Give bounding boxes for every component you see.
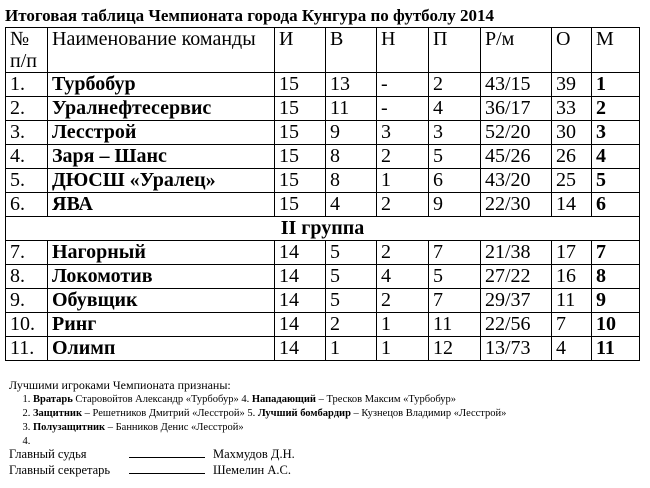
cell-team: Лесстрой (48, 121, 275, 145)
table-row (6, 97, 640, 121)
cell-draws: - (377, 73, 429, 97)
cell-team: Нагорный (48, 241, 275, 265)
cell-number: 3. (6, 121, 48, 145)
cell-losses: 12 (429, 337, 481, 361)
list-item (33, 421, 506, 435)
cell-games: 15 (275, 145, 326, 169)
cell-games: 15 (275, 121, 326, 145)
award-text: – Решетников Дмитрий «Лесстрой» 5. (82, 408, 258, 419)
page-title: Итоговая таблица Чемпионата города Кунгура по футболу 2014 (5, 6, 495, 25)
cell-goal-diff: 43/20 (481, 169, 552, 193)
cell-points: 16 (552, 265, 592, 289)
cell-place: 7 (592, 241, 640, 265)
table-row (6, 193, 640, 217)
cell-goal-diff: 22/30 (481, 193, 552, 217)
cell-number: 6. (6, 193, 48, 217)
cell-team: Заря – Шанс (48, 145, 275, 169)
cell-team: Локомотив (48, 265, 275, 289)
cell-games: 15 (275, 73, 326, 97)
cell-wins: 9 (326, 121, 377, 145)
group-label: II группа (6, 217, 640, 241)
cell-goal-diff: 43/15 (481, 73, 552, 97)
award-title: Полузащитник (33, 422, 106, 433)
cell-goal-diff: 45/26 (481, 145, 552, 169)
cell-wins: 13 (326, 73, 377, 97)
judge-row (9, 446, 295, 462)
cell-number: 4. (6, 145, 48, 169)
cell-games: 15 (275, 169, 326, 193)
header-games: И (275, 28, 326, 73)
best-players-list (9, 393, 506, 449)
cell-place: 4 (592, 145, 640, 169)
header-place: М (592, 28, 640, 73)
cell-team: Уралнефтесервис (48, 97, 275, 121)
cell-place: 8 (592, 265, 640, 289)
table-row (6, 337, 640, 361)
cell-losses: 9 (429, 193, 481, 217)
cell-place: 10 (592, 313, 640, 337)
award-text: Старовойтов Александр «Турбобур» 4. (72, 394, 252, 405)
signature-line (129, 473, 205, 474)
award-title: Лучший бомбардир (257, 408, 351, 419)
secretary-row (9, 462, 295, 478)
cell-games: 14 (275, 313, 326, 337)
cell-number: 7. (6, 241, 48, 265)
cell-draws: 1 (377, 313, 429, 337)
cell-losses: 2 (429, 73, 481, 97)
header-points: О (552, 28, 592, 73)
cell-goal-diff: 36/17 (481, 97, 552, 121)
cell-place: 3 (592, 121, 640, 145)
officials-section (9, 446, 295, 478)
cell-team: ЯВА (48, 193, 275, 217)
table-row (6, 145, 640, 169)
cell-team: Обувщик (48, 289, 275, 313)
secretary-role: Главный секретарь (9, 463, 111, 477)
table-row (6, 241, 640, 265)
cell-number: 5. (6, 169, 48, 193)
cell-losses: 5 (429, 265, 481, 289)
judge-name: Махмудов Д.Н. (213, 447, 295, 461)
cell-number: 9. (6, 289, 48, 313)
cell-place: 6 (592, 193, 640, 217)
cell-wins: 11 (326, 97, 377, 121)
cell-goal-diff: 52/20 (481, 121, 552, 145)
cell-goal-diff: 21/38 (481, 241, 552, 265)
header-draws: Н (377, 28, 429, 73)
cell-points: 7 (552, 313, 592, 337)
cell-wins: 2 (326, 313, 377, 337)
cell-draws: 1 (377, 337, 429, 361)
cell-wins: 5 (326, 265, 377, 289)
cell-games: 14 (275, 265, 326, 289)
table-row (6, 313, 640, 337)
table-row (6, 289, 640, 313)
cell-goal-diff: 22/56 (481, 313, 552, 337)
best-players-section (9, 378, 506, 449)
cell-number: 10. (6, 313, 48, 337)
cell-draws: 2 (377, 193, 429, 217)
cell-wins: 8 (326, 169, 377, 193)
signature-line (129, 457, 205, 458)
cell-place: 9 (592, 289, 640, 313)
header-number: № п/п (6, 28, 48, 73)
header-losses: П (429, 28, 481, 73)
cell-draws: 1 (377, 169, 429, 193)
award-title: Вратарь (33, 394, 73, 405)
cell-losses: 11 (429, 313, 481, 337)
award-text: – Банников Денис «Лесстрой» (105, 422, 244, 433)
cell-number: 8. (6, 265, 48, 289)
header-team: Наименование команды (48, 28, 275, 73)
cell-place: 11 (592, 337, 640, 361)
judge-role: Главный судья (9, 447, 87, 461)
award-text: – Тресков Максим «Турбобур» (315, 394, 457, 405)
cell-place: 5 (592, 169, 640, 193)
cell-draws: 3 (377, 121, 429, 145)
cell-draws: 2 (377, 241, 429, 265)
cell-points: 25 (552, 169, 592, 193)
award-title: Нападающий (251, 394, 316, 405)
cell-wins: 1 (326, 337, 377, 361)
cell-losses: 4 (429, 97, 481, 121)
cell-goal-diff: 29/37 (481, 289, 552, 313)
secretary-name: Шемелин А.С. (213, 463, 291, 477)
header-goal-diff: Р/м (481, 28, 552, 73)
list-item (33, 407, 506, 421)
cell-points: 14 (552, 193, 592, 217)
cell-team: Турбобур (48, 73, 275, 97)
cell-team: Ринг (48, 313, 275, 337)
cell-losses: 5 (429, 145, 481, 169)
cell-losses: 3 (429, 121, 481, 145)
table-row (6, 121, 640, 145)
cell-number: 1. (6, 73, 48, 97)
cell-place: 1 (592, 73, 640, 97)
cell-games: 14 (275, 337, 326, 361)
cell-losses: 7 (429, 289, 481, 313)
group-row (6, 217, 640, 241)
cell-number: 2. (6, 97, 48, 121)
cell-wins: 4 (326, 193, 377, 217)
cell-points: 17 (552, 241, 592, 265)
cell-draws: 2 (377, 289, 429, 313)
cell-points: 39 (552, 73, 592, 97)
cell-number: 11. (6, 337, 48, 361)
cell-points: 11 (552, 289, 592, 313)
cell-games: 14 (275, 289, 326, 313)
cell-team: Олимп (48, 337, 275, 361)
table-row (6, 73, 640, 97)
cell-points: 30 (552, 121, 592, 145)
cell-goal-diff: 27/22 (481, 265, 552, 289)
cell-games: 15 (275, 97, 326, 121)
cell-draws: - (377, 97, 429, 121)
header-row (6, 28, 640, 73)
standings-table (5, 27, 640, 361)
award-title: Защитник (33, 408, 83, 419)
cell-place: 2 (592, 97, 640, 121)
cell-points: 26 (552, 145, 592, 169)
cell-goal-diff: 13/73 (481, 337, 552, 361)
cell-games: 15 (275, 193, 326, 217)
award-text: – Кузнецов Владимир «Лесстрой» (350, 408, 507, 419)
best-players-intro: Лучшими игроками Чемпионата признаны: (9, 378, 231, 392)
cell-team: ДЮСШ «Уралец» (48, 169, 275, 193)
cell-points: 33 (552, 97, 592, 121)
cell-games: 14 (275, 241, 326, 265)
cell-losses: 7 (429, 241, 481, 265)
cell-losses: 6 (429, 169, 481, 193)
table-row (6, 169, 640, 193)
cell-draws: 2 (377, 145, 429, 169)
cell-points: 4 (552, 337, 592, 361)
header-wins: В (326, 28, 377, 73)
list-item (33, 393, 506, 407)
cell-wins: 5 (326, 289, 377, 313)
table-row (6, 265, 640, 289)
cell-draws: 4 (377, 265, 429, 289)
cell-wins: 8 (326, 145, 377, 169)
cell-wins: 5 (326, 241, 377, 265)
